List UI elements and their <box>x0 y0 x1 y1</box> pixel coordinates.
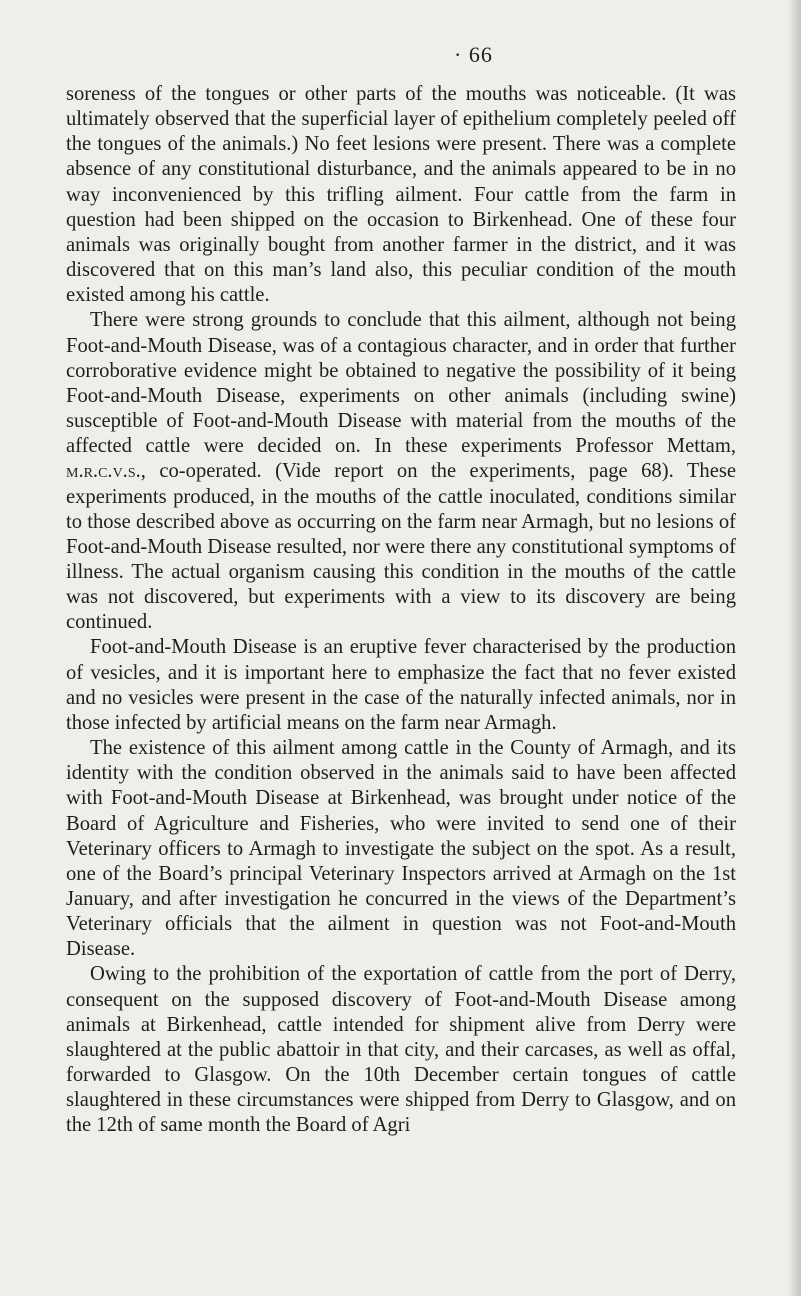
page-number-prefix: · <box>454 42 469 67</box>
paragraph-3: Foot-and-Mouth Disease is an eruptive fever characterised by the production of vesicles, and it is important here to emphasize the fact that no fever existed and no vesicles were present in the case of the naturally infected animals, nor in those infected by artificial means on the farm near Armagh. <box>66 636 736 734</box>
paragraph-5: Owing to the prohibition of the exportation of cattle from the port of Derry, consequent on the supposed discovery of Foot-and-Mouth Disease among animals at Birkenhead, cattle intended for shipment alive from Derry were slaughtered at the public abattoir in that city, and their carcases, as well as offal, forwarded to Glasgow. On the 10th December certain tongues of cattle slaughtered in these circumstances were shipped from Derry to Glasgow, and on the 12th of same month the Board of Agri <box>66 963 736 1137</box>
paragraph-4: The existence of this ailment among cattle in the County of Armagh, and its identity with the condition observed in the animals said to have been affected with Foot-and-Mouth Disease at Birkenhead, was brought under notice of the Board of Agriculture and Fisheries, who were invited to send one of their Veterinary officers to Armagh to investigate the subject on the spot. As a result, one of the Board’s principal Veterinary Inspectors arrived at Armagh on the 1st January, and after investigation he concurred in the views of the Department’s Veterinary officials that the ailment in question was not Foot-and-Mouth Disease. <box>66 737 736 961</box>
paragraph-2-degree: m.r.c.v.s. <box>66 460 141 483</box>
paragraph-2-part-2: , co-operated. (Vide report on the experiments, page 68). These experiments produced, in the mouths of the cattle inoculated, conditions similar to those described above as occurring on the farm near Armagh, but no lesions of Foot-and-Mouth Disease resulted, nor were there any constitutional symptoms of illness. The actual organism causing this condition in the mouths of the cattle was not discovered, but experiments with a view to its discovery are being continued. <box>66 460 736 634</box>
body-text <box>66 82 736 1139</box>
page-number-value: 66 <box>468 42 493 67</box>
page-number <box>454 42 493 68</box>
paragraph-1: soreness of the tongues or other parts of the mouths was noticeable. (It was ultimately observed that the superficial layer of epithelium completely peeled off the tongues of the animals.) No feet lesions were present. There was a complete absence of any constitutional disturbance, and the animals appeared to be in no way inconvenienced by this trifling ailment. Four cattle from the farm in question had been shipped on the occasion to Birkenhead. One of these four animals was originally bought from another farmer in the district, and it was discovered that on this man’s land also, this peculiar condition of the mouth existed among his cattle. <box>66 83 736 307</box>
page-edge-shadow <box>787 0 801 1296</box>
paragraph-2-part-1: There were strong grounds to conclude that this ailment, although not being Foot-and-Mouth Disease, was of a contagious character, and in order that further corroborative evidence might be obtained to negative the possibility of it being Foot-and-Mouth Disease, experiments on other animals (including swine) susceptible of Foot-and-Mouth Disease with material from the mouths of the affected cattle were decided on. In these experiments Professor Mettam, <box>66 309 736 458</box>
paragraph-2 <box>66 308 736 635</box>
